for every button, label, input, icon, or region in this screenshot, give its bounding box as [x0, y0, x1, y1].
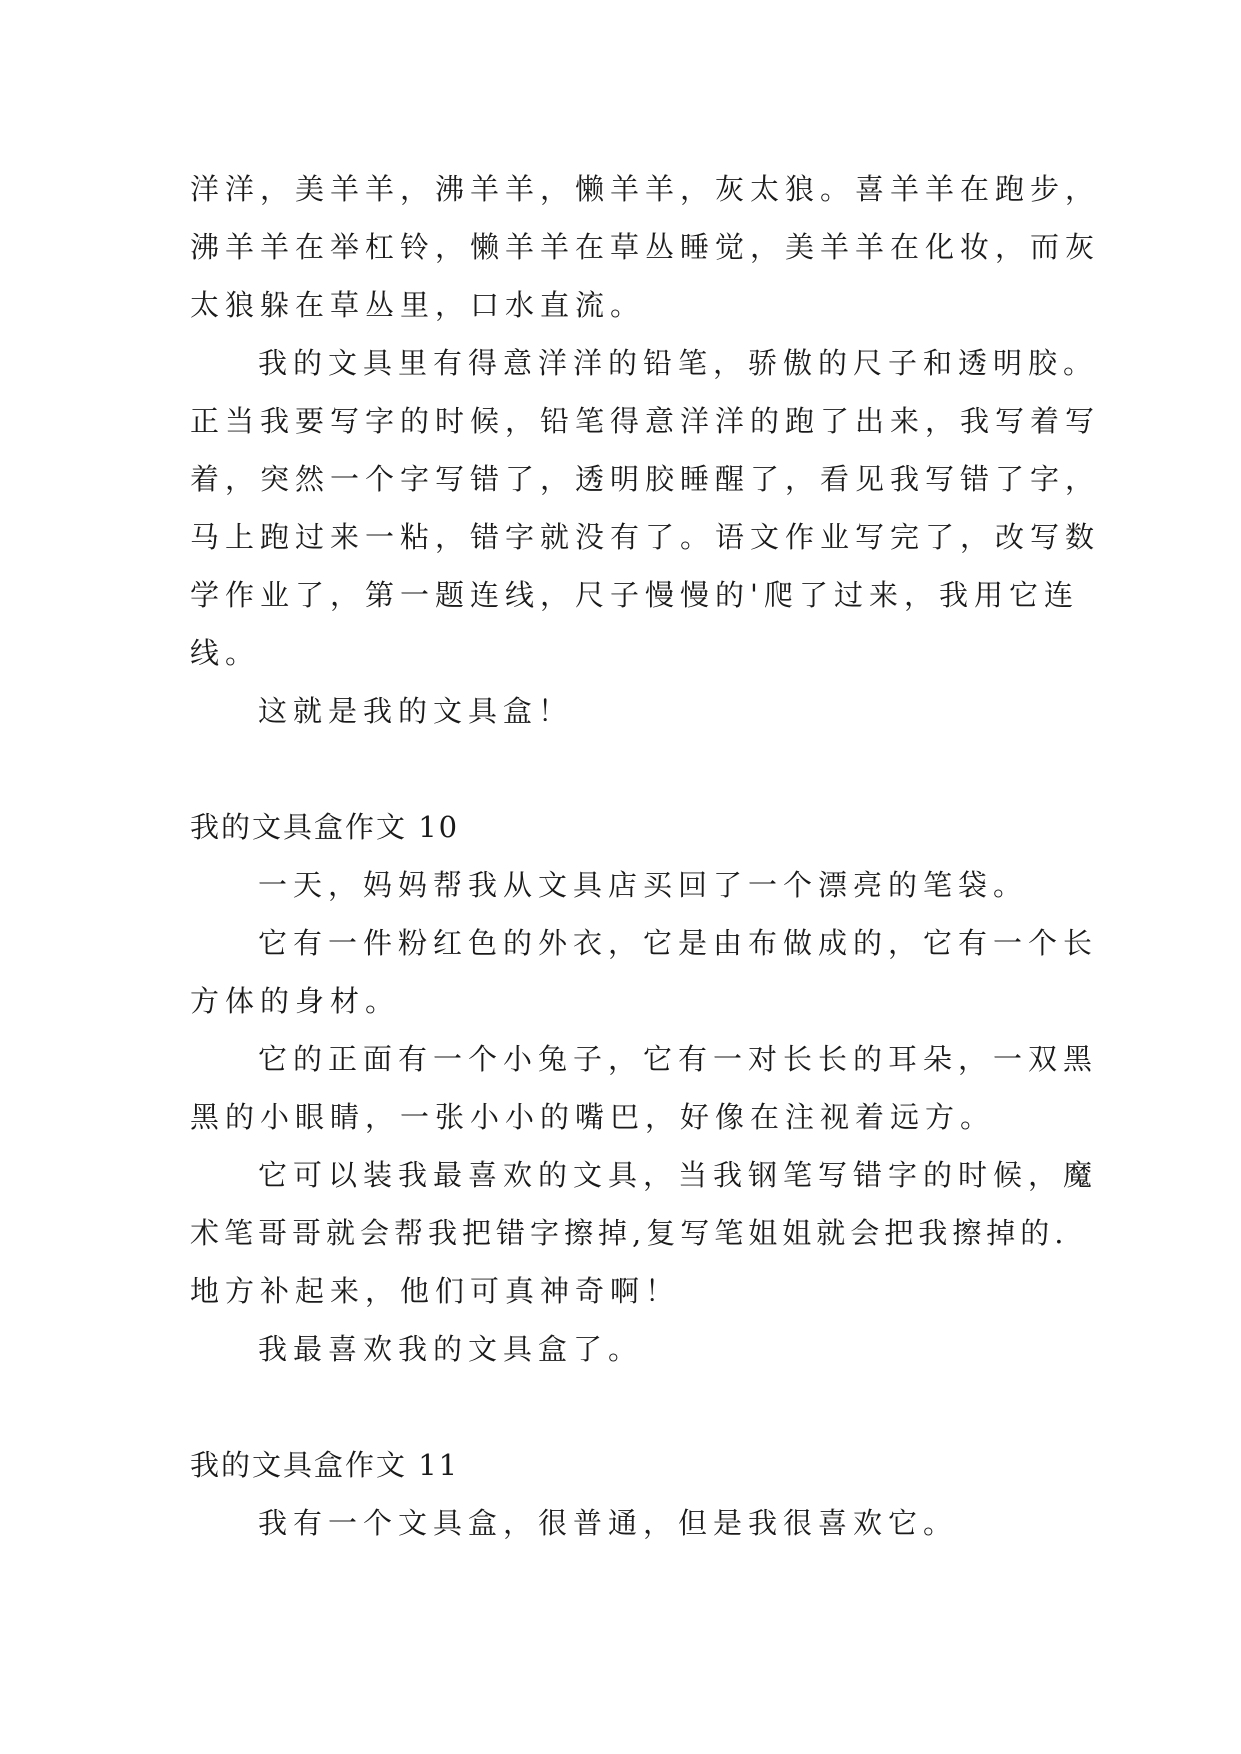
paragraph-line: 地方补起来，他们可真神奇啊！ [190, 1274, 681, 1308]
paragraph-line: 它可以装我最喜欢的文具，当我钢笔写错字的时候，魔 [258, 1158, 1099, 1192]
paragraph-line: 它有一件粉红色的外衣，它是由布做成的，它有一个长 [258, 926, 1099, 960]
paragraph-line: 术笔哥哥就会帮我把错字擦掉,复写笔姐姐就会把我擦掉的. [190, 1216, 1069, 1250]
essay-title: 我的文具盒作文 11 [190, 1448, 460, 1482]
paragraph-line: 线。 [190, 636, 261, 670]
paragraph-line: 洋洋，美羊羊，沸羊羊，懒羊羊，灰太狼。喜羊羊在跑步， [190, 172, 1101, 206]
paragraph-line: 太狼躲在草丛里，口水直流。 [190, 288, 646, 322]
paragraph-line: 学作业了，第一题连线，尺子慢慢的'爬了过来，我用它连 [190, 578, 1079, 612]
paragraph-line: 我有一个文具盒，很普通，但是我很喜欢它。 [258, 1506, 959, 1540]
paragraph-line: 沸羊羊在举杠铃，懒羊羊在草丛睡觉，美羊羊在化妆，而灰 [190, 230, 1101, 264]
section-gap [190, 1378, 1065, 1436]
paragraph-line: 一天，妈妈帮我从文具店买回了一个漂亮的笔袋。 [258, 868, 1029, 902]
essay-title: 我的文具盒作文 10 [190, 810, 460, 844]
paragraph-line: 我最喜欢我的文具盒了。 [258, 1332, 644, 1366]
paragraph-line: 这就是我的文具盒！ [258, 694, 574, 728]
section-gap [190, 740, 1065, 798]
paragraph-line: 它的正面有一个小兔子，它有一对长长的耳朵，一双黑 [258, 1042, 1099, 1076]
paragraph-line: 黑的小眼睛，一张小小的嘴巴，好像在注视着远方。 [190, 1100, 996, 1134]
paragraph-line: 我的文具里有得意洋洋的铅笔，骄傲的尺子和透明胶。 [258, 346, 1099, 380]
document-page [190, 160, 1101, 1552]
paragraph-line: 着，突然一个字写错了，透明胶睡醒了，看见我写错了字， [190, 462, 1101, 496]
paragraph-line: 方体的身材。 [190, 984, 401, 1018]
paragraph-line: 正当我要写字的时候，铅笔得意洋洋的跑了出来，我写着写 [190, 404, 1101, 438]
paragraph-line: 马上跑过来一粘，错字就没有了。语文作业写完了，改写数 [190, 520, 1101, 554]
